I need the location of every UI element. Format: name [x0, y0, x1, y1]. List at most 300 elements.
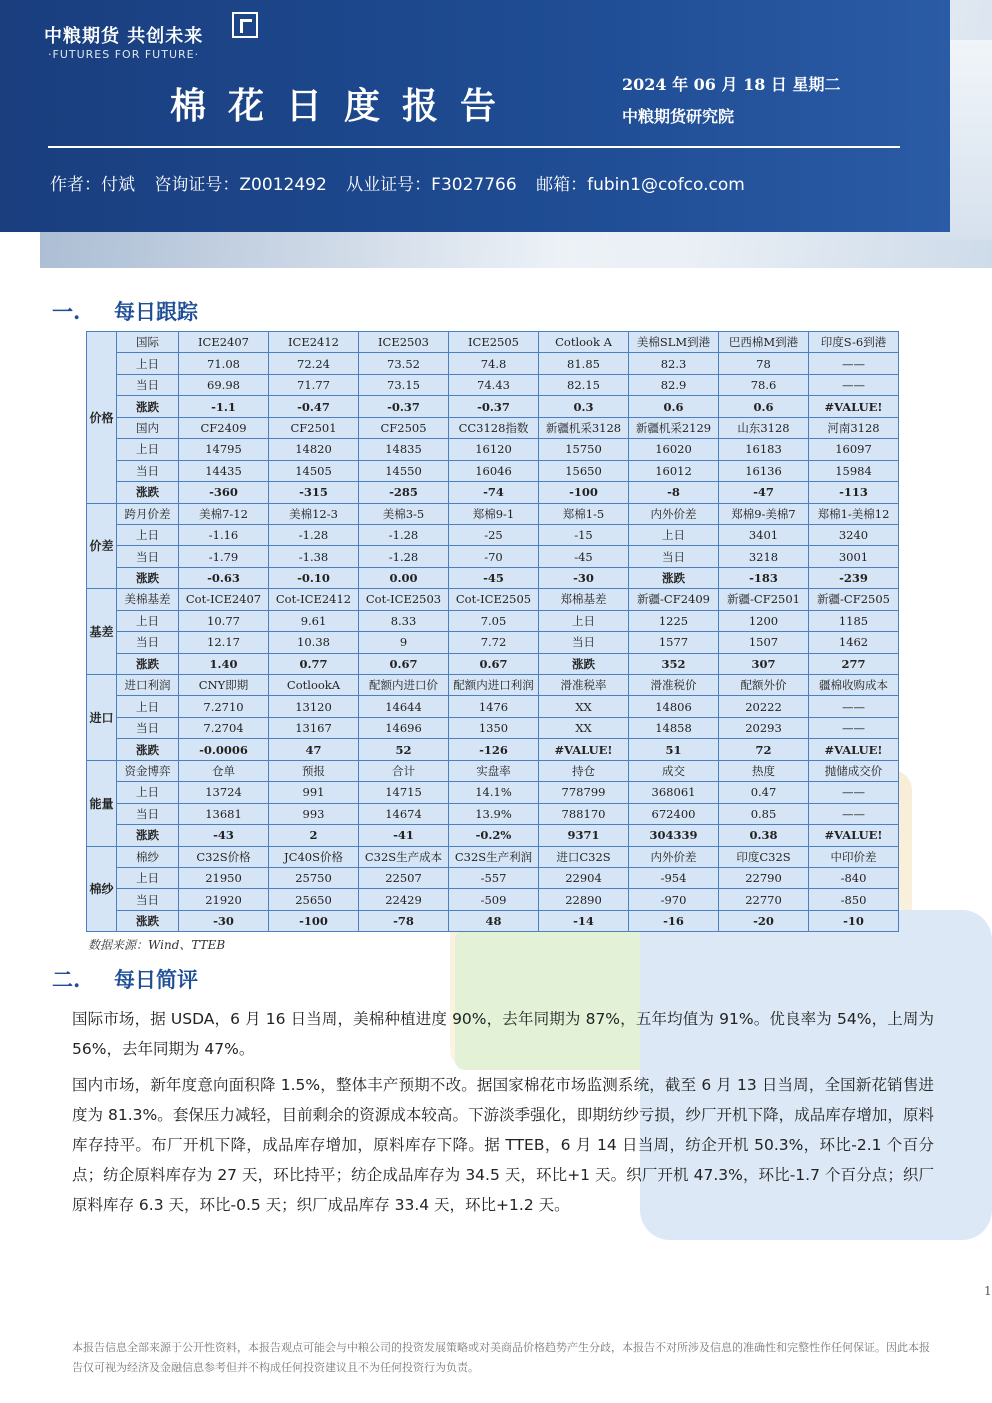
table-cell: 7.2710 [179, 696, 269, 717]
table-cell: -1.16 [179, 524, 269, 545]
table-cell: 14795 [179, 439, 269, 460]
table-cell: -15 [539, 524, 629, 545]
table-row [87, 589, 899, 610]
table-cell: 16097 [809, 439, 899, 460]
table-cell: 新疆机采3128 [539, 417, 629, 438]
table-cell: 22790 [719, 867, 809, 888]
table-cell: 7.2704 [179, 717, 269, 738]
table-cell: 印度S-6到港 [809, 332, 899, 353]
table-cell: CC3128指数 [449, 417, 539, 438]
table-cell: 22890 [539, 889, 629, 910]
table-cell: -8 [629, 482, 719, 503]
table-row [87, 760, 899, 781]
table-cell: 15984 [809, 460, 899, 481]
table-cell: 307 [719, 653, 809, 674]
practice-number: 从业证号：F3027766 [346, 175, 517, 195]
table-cell: -0.10 [269, 567, 359, 588]
table-cell: 山东3128 [719, 417, 809, 438]
table-cell: 实盘率 [449, 760, 539, 781]
table-cell: 新疆-CF2505 [809, 589, 899, 610]
table-cell: 7.72 [449, 632, 539, 653]
table-row [87, 567, 899, 588]
table-cell: 河南3128 [809, 417, 899, 438]
table-cell: 中印价差 [809, 846, 899, 867]
logo-text: 中粮期货 共创未来 [44, 26, 204, 47]
table-cell: 16183 [719, 439, 809, 460]
table-cell: -239 [809, 567, 899, 588]
row-label-cell: 当日 [117, 374, 179, 395]
table-cell: 美棉12-3 [269, 503, 359, 524]
category-cell: 进口 [87, 675, 117, 761]
table-cell: ICE2407 [179, 332, 269, 353]
table-cell: 1350 [449, 717, 539, 738]
table-cell: 美棉SLM到港 [629, 332, 719, 353]
table-cell: 0.67 [449, 653, 539, 674]
row-label-cell: 当日 [117, 546, 179, 567]
table-cell: Cot-ICE2407 [179, 589, 269, 610]
section-number: 二. [52, 967, 81, 992]
table-cell: 2 [269, 825, 359, 846]
table-cell: -0.2% [449, 825, 539, 846]
section-title-daily-tracking [52, 296, 198, 326]
table-cell: 14835 [359, 439, 449, 460]
category-cell: 棉纱 [87, 846, 117, 932]
row-label-cell: 涨跌 [117, 739, 179, 760]
table-cell: 3240 [809, 524, 899, 545]
header-banner [0, 0, 950, 232]
table-cell: 13120 [269, 696, 359, 717]
table-cell: 20293 [719, 717, 809, 738]
table-cell: 14820 [269, 439, 359, 460]
table-row [87, 460, 899, 481]
table-cell: -0.0006 [179, 739, 269, 760]
row-label-cell: 涨跌 [117, 396, 179, 417]
table-cell: CF2409 [179, 417, 269, 438]
row-label-cell: 上日 [117, 782, 179, 803]
table-cell: 疆棉收购成本 [809, 675, 899, 696]
table-cell: 47 [269, 739, 359, 760]
table-cell: 1225 [629, 610, 719, 631]
table-cell: -970 [629, 889, 719, 910]
table-cell: -41 [359, 825, 449, 846]
table-cell: 印度C32S [719, 846, 809, 867]
table-row [87, 653, 899, 674]
table-cell: 上日 [629, 524, 719, 545]
table-cell: -0.47 [269, 396, 359, 417]
table-cell: 21920 [179, 889, 269, 910]
table-row [87, 717, 899, 738]
table-cell: 新疆-CF2409 [629, 589, 719, 610]
table-cell: 14858 [629, 717, 719, 738]
table-cell: 352 [629, 653, 719, 674]
table-cell: 上日 [539, 610, 629, 631]
table-cell: -45 [539, 546, 629, 567]
table-cell: 73.15 [359, 374, 449, 395]
table-cell: 82.15 [539, 374, 629, 395]
table-cell: —— [809, 782, 899, 803]
table-cell: -126 [449, 739, 539, 760]
report-org: 中粮期货研究院 [622, 107, 735, 126]
row-label-cell: 涨跌 [117, 482, 179, 503]
section-number: 一. [52, 299, 81, 324]
table-cell: 0.38 [719, 825, 809, 846]
table-cell: XX [539, 696, 629, 717]
table-cell: 热度 [719, 760, 809, 781]
table-cell: 郑棉1-美棉12 [809, 503, 899, 524]
consult-number: 咨询证号：Z0012492 [154, 175, 327, 195]
table-cell: -1.28 [359, 546, 449, 567]
table-cell: 74.43 [449, 374, 539, 395]
row-label-cell: 上日 [117, 696, 179, 717]
table-cell: 美棉7-12 [179, 503, 269, 524]
table-cell: 25650 [269, 889, 359, 910]
table-row [87, 867, 899, 888]
table-cell: 3401 [719, 524, 809, 545]
table-cell: 仓单 [179, 760, 269, 781]
table-cell: 16020 [629, 439, 719, 460]
table-cell: -0.37 [359, 396, 449, 417]
table-cell: C32S生产成本 [359, 846, 449, 867]
row-label-cell: 进口利润 [117, 675, 179, 696]
row-label-cell: 棉纱 [117, 846, 179, 867]
section-label: 每日简评 [114, 967, 198, 992]
table-cell: -47 [719, 482, 809, 503]
table-cell: —— [809, 717, 899, 738]
table-cell: 277 [809, 653, 899, 674]
table-cell: —— [809, 803, 899, 824]
table-cell: 304339 [629, 825, 719, 846]
table-cell: 预报 [269, 760, 359, 781]
tracking-table [86, 331, 899, 932]
table-cell: -10 [809, 910, 899, 931]
table-row [87, 696, 899, 717]
table-cell: -25 [449, 524, 539, 545]
table-cell: 993 [269, 803, 359, 824]
category-cell: 能量 [87, 760, 117, 846]
table-cell: 涨跌 [539, 653, 629, 674]
table-cell: 1462 [809, 632, 899, 653]
table-row [87, 439, 899, 460]
table-cell: -20 [719, 910, 809, 931]
category-cell: 基差 [87, 589, 117, 675]
table-cell: 9.61 [269, 610, 359, 631]
table-cell: #VALUE! [809, 396, 899, 417]
table-cell: 16012 [629, 460, 719, 481]
table-cell: 0.67 [359, 653, 449, 674]
row-label-cell: 上日 [117, 610, 179, 631]
table-cell: Cot-ICE2412 [269, 589, 359, 610]
table-cell: CF2501 [269, 417, 359, 438]
table-cell: 82.9 [629, 374, 719, 395]
row-label-cell: 上日 [117, 439, 179, 460]
commentary-domestic: 国内市场，新年度意向面积降 1.5%，整体丰产预期不改。据国家棉花市场监测系统，截至 6 月 13 日当周，全国新花销售进度为 81.3%。套保压力减轻，目前剩余的资源成本较高。下游淡季强化，即期纺纱亏损，纱厂开机下降，成品库存增加，原料库存持平。布厂开机下降，成品库存增加，原料库存下降。据 TTEB，6 月 14 日当周，纺企开机 50.3%，环比-2.1 个百分点；纺企原料库存为 27 天，环比持平；纺企成品库存为 34.5 天，环比+1 天。织厂开机 47.3%，环比-1.7 个百分点；织厂原料库存 6.3 天，环比-0.5 天；织厂成品库存 33.4 天，环比+1.2 天。 [72, 1076, 934, 1214]
table-cell: 21950 [179, 867, 269, 888]
table-cell: 22770 [719, 889, 809, 910]
table-cell: 郑棉9-1 [449, 503, 539, 524]
table-cell: CotlookA [269, 675, 359, 696]
table-cell: -74 [449, 482, 539, 503]
table-cell: ICE2503 [359, 332, 449, 353]
table-cell: 71.08 [179, 353, 269, 374]
table-cell: -45 [449, 567, 539, 588]
table-cell: 1476 [449, 696, 539, 717]
table-cell: 13167 [269, 717, 359, 738]
table-cell: 81.85 [539, 353, 629, 374]
table-row [87, 675, 899, 696]
table-cell: 0.00 [359, 567, 449, 588]
table-cell: 14550 [359, 460, 449, 481]
table-cell: 14696 [359, 717, 449, 738]
table-row [87, 782, 899, 803]
table-cell: 10.77 [179, 610, 269, 631]
table-cell: 778799 [539, 782, 629, 803]
table-cell: #VALUE! [809, 739, 899, 760]
table-cell: 配额内进口价 [359, 675, 449, 696]
table-cell: 0.3 [539, 396, 629, 417]
table-cell: -113 [809, 482, 899, 503]
row-label-cell: 当日 [117, 632, 179, 653]
table-cell: -285 [359, 482, 449, 503]
table-cell: 当日 [629, 546, 719, 567]
table-cell: #VALUE! [809, 825, 899, 846]
table-cell: 0.85 [719, 803, 809, 824]
table-row [87, 739, 899, 760]
table-cell: 1507 [719, 632, 809, 653]
table-cell: -1.38 [269, 546, 359, 567]
table-cell: 新疆-CF2501 [719, 589, 809, 610]
table-cell: 成交 [629, 760, 719, 781]
table-cell: -557 [449, 867, 539, 888]
table-cell: 12.17 [179, 632, 269, 653]
table-cell: 14.1% [449, 782, 539, 803]
table-cell: -850 [809, 889, 899, 910]
row-label-cell: 上日 [117, 353, 179, 374]
table-cell: -78 [359, 910, 449, 931]
table-row [87, 632, 899, 653]
table-cell: 郑棉9-美棉7 [719, 503, 809, 524]
row-label-cell: 当日 [117, 717, 179, 738]
section-title-daily-comment [52, 964, 198, 994]
table-row [87, 889, 899, 910]
table-cell: 14806 [629, 696, 719, 717]
table-cell: 配额外价 [719, 675, 809, 696]
table-cell: 0.77 [269, 653, 359, 674]
table-cell: -954 [629, 867, 719, 888]
table-cell: 71.77 [269, 374, 359, 395]
row-label-cell: 资金博弈 [117, 760, 179, 781]
table-cell: 13681 [179, 803, 269, 824]
table-row [87, 417, 899, 438]
table-cell: 7.05 [449, 610, 539, 631]
table-cell: —— [809, 696, 899, 717]
table-row [87, 546, 899, 567]
table-cell: 15750 [539, 439, 629, 460]
table-cell: 52 [359, 739, 449, 760]
table-cell: -30 [179, 910, 269, 931]
table-cell: -14 [539, 910, 629, 931]
table-cell: 368061 [629, 782, 719, 803]
table-cell: 22429 [359, 889, 449, 910]
table-cell: 22507 [359, 867, 449, 888]
table-cell: -30 [539, 567, 629, 588]
table-cell: 14674 [359, 803, 449, 824]
row-label-cell: 国际 [117, 332, 179, 353]
table-cell: 73.52 [359, 353, 449, 374]
table-cell: ICE2505 [449, 332, 539, 353]
table-cell: Cot-ICE2505 [449, 589, 539, 610]
table-cell: 25750 [269, 867, 359, 888]
table-cell: -70 [449, 546, 539, 567]
table-cell: -16 [629, 910, 719, 931]
table-cell: Cotlook A [539, 332, 629, 353]
table-cell: 16120 [449, 439, 539, 460]
row-label-cell: 涨跌 [117, 653, 179, 674]
table-row [87, 610, 899, 631]
table-row [87, 374, 899, 395]
table-cell: 16136 [719, 460, 809, 481]
table-cell: 69.98 [179, 374, 269, 395]
table-row [87, 332, 899, 353]
table-cell: 郑棉1-5 [539, 503, 629, 524]
table-cell: -100 [539, 482, 629, 503]
row-label-cell: 上日 [117, 867, 179, 888]
table-row [87, 910, 899, 931]
report-date: 2024 年 06 月 18 日 星期二 [622, 75, 841, 94]
row-label-cell: 涨跌 [117, 825, 179, 846]
table-cell: 22904 [539, 867, 629, 888]
row-label-cell: 国内 [117, 417, 179, 438]
report-title: 棉花日度报告 [170, 86, 519, 127]
table-cell: 78 [719, 353, 809, 374]
table-cell: 15650 [539, 460, 629, 481]
section-label: 每日跟踪 [114, 299, 198, 324]
table-cell: 郑棉基差 [539, 589, 629, 610]
table-cell: -1.79 [179, 546, 269, 567]
table-cell: 82.3 [629, 353, 719, 374]
table-cell: 滑准税率 [539, 675, 629, 696]
table-cell: 9 [359, 632, 449, 653]
row-label-cell: 当日 [117, 460, 179, 481]
table-cell: 合计 [359, 760, 449, 781]
table-cell: 持仓 [539, 760, 629, 781]
category-cell: 价格 [87, 332, 117, 504]
table-cell: -183 [719, 567, 809, 588]
table-cell: 美棉3-5 [359, 503, 449, 524]
table-cell: 20222 [719, 696, 809, 717]
logo-slogan: ·FUTURES FOR FUTURE· [48, 48, 200, 61]
table-cell: -509 [449, 889, 539, 910]
table-cell: 10.38 [269, 632, 359, 653]
table-cell: 14435 [179, 460, 269, 481]
email: 邮箱：fubin1@cofco.com [536, 175, 745, 195]
table-cell: 16046 [449, 460, 539, 481]
table-cell: -0.37 [449, 396, 539, 417]
table-cell: 1577 [629, 632, 719, 653]
logo-icon [232, 12, 258, 38]
row-label-cell: 当日 [117, 803, 179, 824]
table-cell: 1.40 [179, 653, 269, 674]
table-cell: 13.9% [449, 803, 539, 824]
table-row [87, 396, 899, 417]
table-cell: 滑准税价 [629, 675, 719, 696]
row-label-cell: 当日 [117, 889, 179, 910]
table-cell: JC40S价格 [269, 846, 359, 867]
table-cell: -1.28 [359, 524, 449, 545]
table-cell: —— [809, 374, 899, 395]
table-cell: -1.28 [269, 524, 359, 545]
row-label-cell: 跨月价差 [117, 503, 179, 524]
row-label-cell: 上日 [117, 524, 179, 545]
row-label-cell: 涨跌 [117, 567, 179, 588]
author: 作者：付斌 [50, 175, 135, 195]
table-cell: 进口C32S [539, 846, 629, 867]
table-cell: 内外价差 [629, 846, 719, 867]
row-label-cell: 美棉基差 [117, 589, 179, 610]
category-cell: 价差 [87, 503, 117, 589]
table-cell: 14505 [269, 460, 359, 481]
data-source: 数据来源：Wind、TTEB [88, 938, 226, 952]
table-cell: 抛储成交价 [809, 760, 899, 781]
table-cell: C32S生产利润 [449, 846, 539, 867]
commentary-international: 国际市场，据 USDA，6 月 16 日当周，美棉种植进度 90%，去年同期为 87%，五年均值为 91%。优良率为 54%，上周为 56%，去年同期为 47%。 [72, 1010, 934, 1058]
table-row [87, 524, 899, 545]
table-cell: 48 [449, 910, 539, 931]
table-cell: 72.24 [269, 353, 359, 374]
page-number: 1 [984, 1284, 992, 1298]
table-cell: 当日 [539, 632, 629, 653]
table-cell: -840 [809, 867, 899, 888]
table-cell: -43 [179, 825, 269, 846]
table-row [87, 846, 899, 867]
table-cell: 9371 [539, 825, 629, 846]
table-cell: XX [539, 717, 629, 738]
table-row [87, 803, 899, 824]
table-cell: 78.6 [719, 374, 809, 395]
table-cell: —— [809, 353, 899, 374]
table-cell: 巴西棉M到港 [719, 332, 809, 353]
table-cell: -315 [269, 482, 359, 503]
author-line [50, 170, 759, 195]
table-cell: 0.6 [719, 396, 809, 417]
table-cell: 14715 [359, 782, 449, 803]
table-cell: 72 [719, 739, 809, 760]
table-cell: CF2505 [359, 417, 449, 438]
table-cell: CNY即期 [179, 675, 269, 696]
table-cell: 涨跌 [629, 567, 719, 588]
disclaimer: 本报告信息全部来源于公开性资料，本报告观点可能会与中粮公司的投资发展策略或对美商品价格趋势产生分歧，本报告不对所涉及信息的准确性和完整性作任何保证。因此本报告仅可视为经济及金融信息参考但并不构成任何投资建议且不为任何投资行为负责。 [72, 1341, 930, 1374]
table-cell: 14644 [359, 696, 449, 717]
table-cell: 1200 [719, 610, 809, 631]
table-cell: 8.33 [359, 610, 449, 631]
table-cell: 672400 [629, 803, 719, 824]
table-cell: 内外价差 [629, 503, 719, 524]
table-cell: 991 [269, 782, 359, 803]
table-cell: 1185 [809, 610, 899, 631]
table-row [87, 503, 899, 524]
table-cell: 3218 [719, 546, 809, 567]
table-row [87, 482, 899, 503]
table-row [87, 353, 899, 374]
table-row [87, 825, 899, 846]
table-cell: 配额内进口利润 [449, 675, 539, 696]
row-label-cell: 涨跌 [117, 910, 179, 931]
table-cell: 13724 [179, 782, 269, 803]
table-cell: C32S价格 [179, 846, 269, 867]
table-cell: ICE2412 [269, 332, 359, 353]
table-cell: 0.6 [629, 396, 719, 417]
table-cell: #VALUE! [539, 739, 629, 760]
table-cell: -0.63 [179, 567, 269, 588]
